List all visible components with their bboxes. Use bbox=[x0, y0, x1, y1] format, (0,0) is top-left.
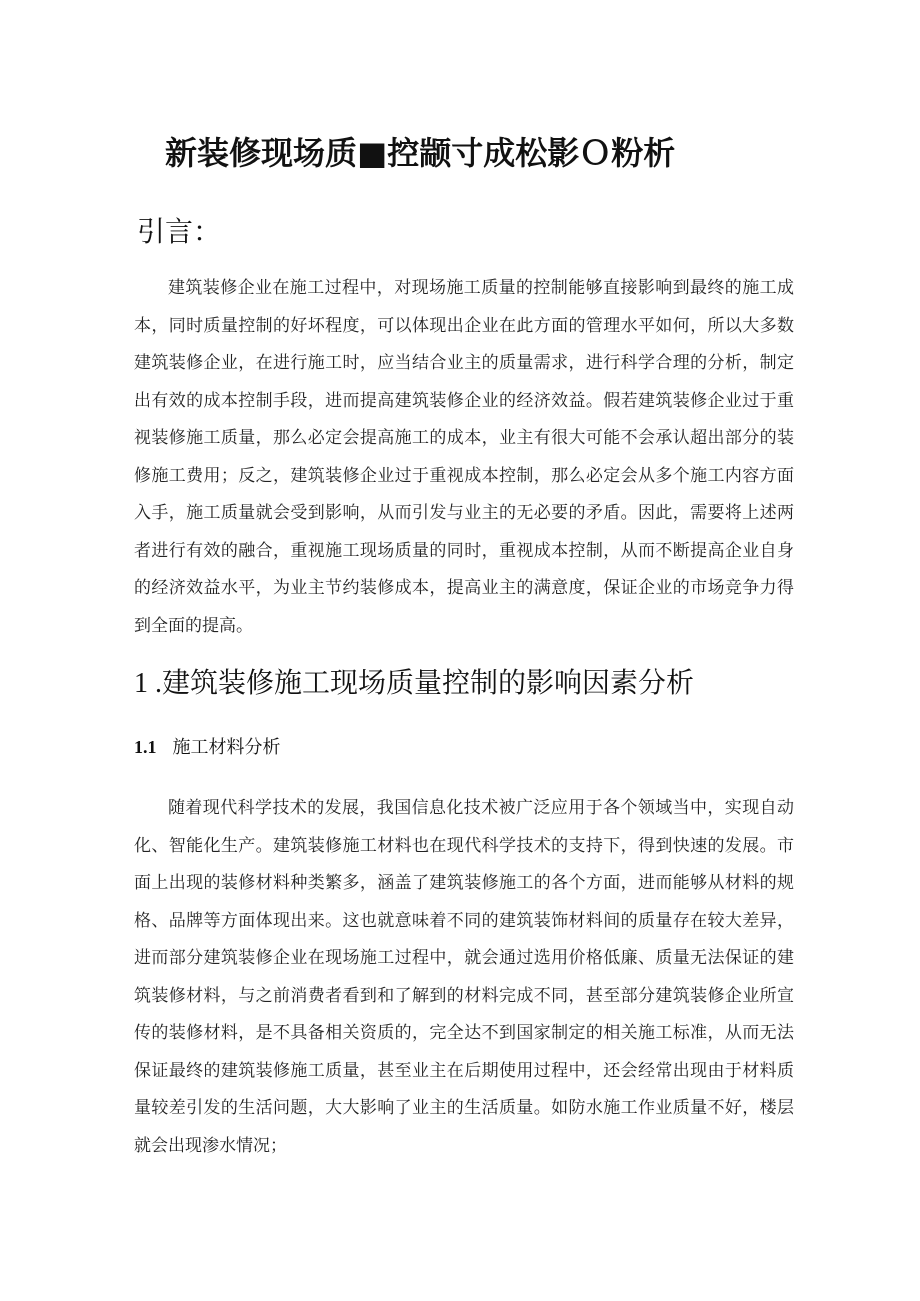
materials-paragraph: 随着现代科学技术的发展，我国信息化技术被广泛应用于各个领域当中，实现自动化、智能化生产。建筑装修施工材料也在现代科学技术的支持下，得到快速的发展。市面上出现的装修材料种类繁多，涵盖了建筑装修施工的各个方面，进而能够从材料的规格、品牌等方面体现出来。这也就意味着不同的建筑装饰材料间的质量存在较大差异，进而部分建筑装修企业在现场施工过程中，就会通过选用价格低廉、质量无法保证的建筑装修材料，与之前消费者看到和了解到的材料完成不同，甚至部分建筑装修企业所宣传的装修材料，是不具备相关资质的，完全达不到国家制定的相关施工标准，从而无法保证最终的建筑装修施工质量，甚至业主在后期使用过程中，还会经常出现由于材料质量较差引发的生活问题，大大影响了业主的生活质量。如防水施工作业质量不好，楼层就会出现渗水情况； bbox=[134, 798, 794, 1156]
intro-heading: 引言： bbox=[137, 215, 222, 248]
document-title: 新装修现场质■控颛寸成松影Ｏ粉析 bbox=[165, 134, 676, 172]
section-title: 建筑装修施工现场质量控制的影响因素分析 bbox=[162, 666, 695, 699]
subsection-number: 1.1 bbox=[134, 737, 157, 757]
section-number: 1 . bbox=[134, 668, 162, 699]
intro-paragraph: 建筑装修企业在施工过程中，对现场施工质量的控制能够直接影响到最终的施工成本，同时质量控制的好坏程度，可以体现出企业在此方面的管理水平如何，所以大多数建筑装修企业，在进行施工时，应当结合业主的质量需求，进行科学合理的分析，制定出有效的成本控制手段，进而提高建筑装修企业的经济效益。假若建筑装修企业过于重视装修施工质量，那么必定会提高施工的成本，业主有很大可能不会承认超出部分的装修施工费用；反之，建筑装修企业过于重视成本控制，那么必定会从多个施工内容方面入手，施工质量就会受到影响，从而引发与业主的无必要的矛盾。因此，需要将上述两者进行有效的融合，重视施工现场质量的同时，重视成本控制，从而不断提高企业自身的经济效益水平，为业主节约装修成本，提高业主的满意度，保证企业的市场竞争力得到全面的提高。 bbox=[134, 278, 794, 636]
section-heading bbox=[134, 661, 694, 701]
subsection-title: 施工材料分析 bbox=[172, 737, 281, 758]
subsection-heading bbox=[134, 733, 281, 759]
